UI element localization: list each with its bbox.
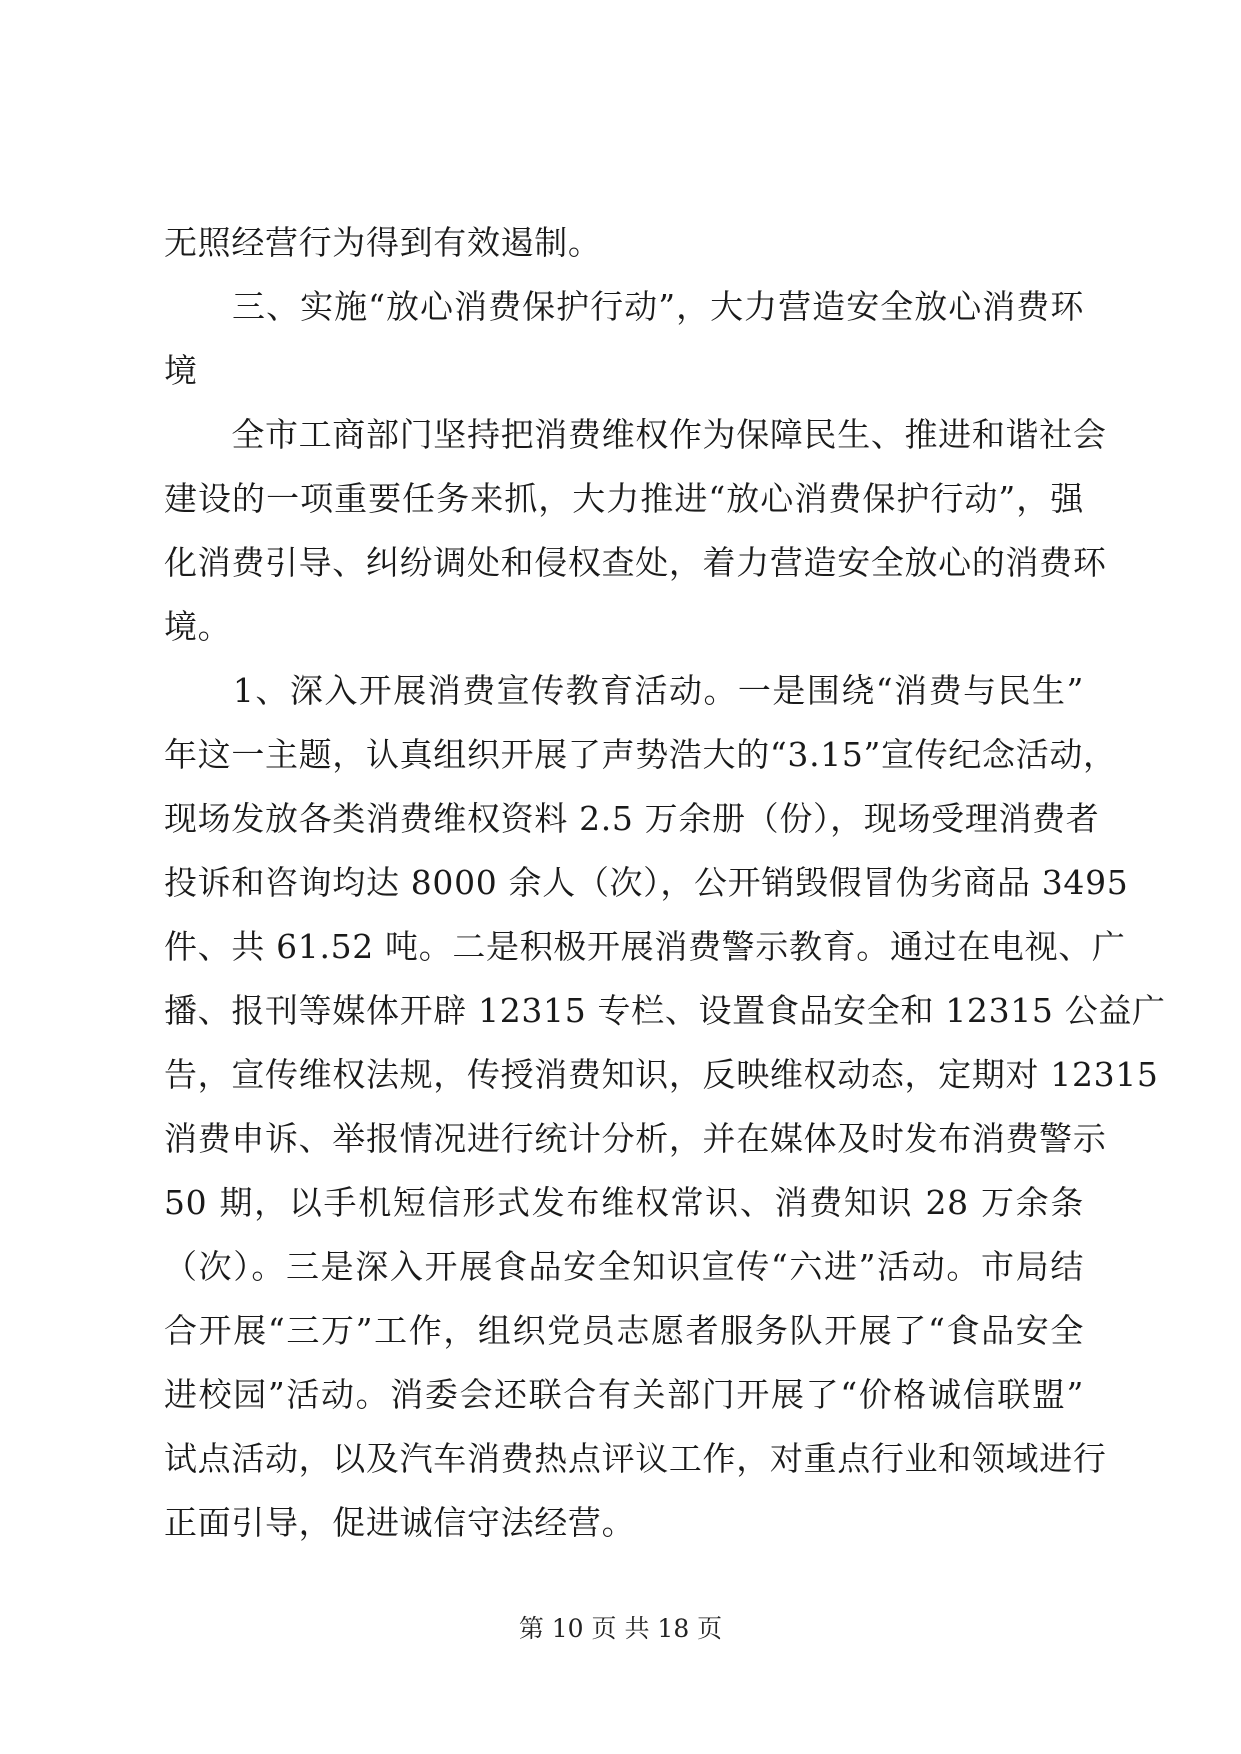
document-body <box>164 214 1166 1558</box>
text-line: （次）。三是深入开展食品安全知识宣传“六进”活动。市局结 <box>164 1247 1084 1286</box>
text-line: 投诉和咨询均达 8000 余人（次），公开销毁假冒伪劣商品 3495 <box>164 863 1129 902</box>
page-number-footer: 第 10 页 共 18 页 <box>518 1614 723 1643</box>
text-line: 化消费引导、纠纷调处和侵权查处，着力营造安全放心的消费环 <box>164 543 1107 582</box>
text-line: 全市工商部门坚持把消费维权作为保障民生、推进和谐社会 <box>164 415 1107 454</box>
text-line: 合开展“三万”工作，组织党员志愿者服务队开展了“食品安全 <box>164 1311 1084 1350</box>
text-line: 三、实施“放心消费保护行动”，大力营造安全放心消费环 <box>164 287 1084 326</box>
text-line: 建设的一项重要任务来抓，大力推进“放心消费保护行动”，强 <box>164 479 1084 518</box>
text-line: 正面引导，促进诚信守法经营。 <box>164 1503 636 1542</box>
text-line: 年这一主题，认真组织开展了声势浩大的“3.15”宣传纪念活动， <box>164 735 1117 774</box>
text-line: 50 期，以手机短信形式发布维权常识、消费知识 28 万余条 <box>164 1183 1084 1222</box>
text-line: 现场发放各类消费维权资料 2.5 万余册（份），现场受理消费者 <box>164 799 1100 838</box>
text-line: 境。 <box>164 607 232 646</box>
text-line: 1、深入开展消费宣传教育活动。一是围绕“消费与民生” <box>164 671 1084 710</box>
text-line: 无照经营行为得到有效遏制。 <box>164 223 602 262</box>
text-line: 境 <box>164 351 198 390</box>
text-line: 进校园”活动。消委会还联合有关部门开展了“价格诚信联盟” <box>164 1375 1084 1414</box>
text-line: 试点活动，以及汽车消费热点评议工作，对重点行业和领域进行 <box>164 1439 1107 1478</box>
text-line: 播、报刊等媒体开辟 12315 专栏、设置食品安全和 12315 公益广 <box>164 991 1166 1030</box>
text-line: 件、共 61.52 吨。二是积极开展消费警示教育。通过在电视、广 <box>164 927 1126 966</box>
text-line: 消费申诉、举报情况进行统计分析，并在媒体及时发布消费警示 <box>164 1119 1107 1158</box>
text-line: 告，宣传维权法规，传授消费知识，反映维权动态，定期对 12315 <box>164 1055 1159 1094</box>
